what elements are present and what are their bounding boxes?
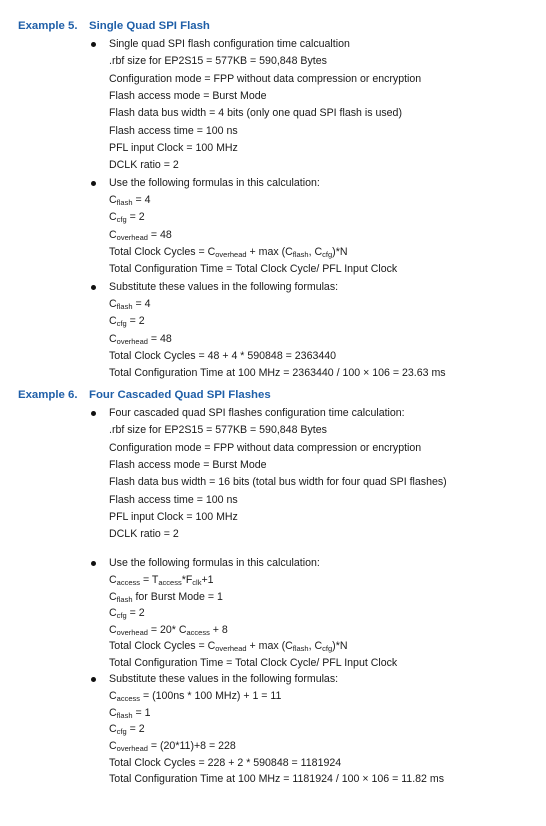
ex6-value-c-overhead: $C_{overhead} = (20*11)+8 = 228$ [109, 740, 236, 753]
bullet-icon [91, 285, 96, 290]
ex5-value-total-time: Total Configuration Time at 100 MHz = 2363440 / 100 × 106 = 23.63 ms [109, 367, 446, 379]
ex5-formula-c-flash: $C_{flash} = 4$ [109, 194, 151, 207]
ex6-access-mode: Flash access mode = Burst Mode [109, 459, 267, 471]
example-5-heading [18, 20, 210, 32]
ex5-dclk-ratio: DCLK ratio = 2 [109, 159, 179, 171]
ex5-formula-total-time: Total Configuration Time = Total Clock Cycle/ PFL Input Clock [109, 263, 398, 275]
ex5-access-time: Flash access time = 100 ns [109, 125, 238, 137]
ex6-value-c-flash: $C_{flash} = 1$ [109, 707, 151, 720]
ex6-intro: Four cascaded quad SPI flashes configuration time calculation: [109, 407, 405, 419]
ex6-value-total-cycles: Total Clock Cycles = 228 + 2 * 590848 = 1181924 [109, 757, 342, 769]
bullet-icon [91, 677, 96, 682]
ex5-pfl-clock: PFL input Clock = 100 MHz [109, 142, 238, 154]
ex6-formulas-intro: Use the following formulas in this calculation: [109, 557, 320, 569]
ex5-bus-width: Flash data bus width = 4 bits (only one quad SPI flash is used) [109, 107, 402, 119]
bullet-icon [91, 411, 96, 416]
bullet-icon [91, 181, 96, 186]
example-6-heading [18, 389, 271, 401]
ex6-formula-total-time: Total Configuration Time = Total Clock Cycle/ PFL Input Clock [109, 657, 398, 669]
ex6-bus-width: Flash data bus width = 16 bits (total bus width for four quad SPI flashes) [109, 476, 447, 488]
example-6-title: Four Cascaded Quad SPI Flashes [89, 389, 271, 401]
ex5-config-mode: Configuration mode = FPP without data compression or encryption [109, 73, 422, 85]
ex6-formula-c-access: $C_{access} = T_{access}*F_{clk}+1$ [109, 574, 214, 587]
ex6-formula-total-cycles: Total Clock Cycles = $C_{overhead} + \max (C_{flash}$, $C_{cfg})*N$ [109, 640, 348, 653]
example-5-number: Example 5. [18, 20, 78, 32]
ex5-substitute-intro: Substitute these values in the following formulas: [109, 281, 339, 293]
ex5-value-c-flash: $C_{flash} = 4$ [109, 298, 151, 311]
ex5-formula-c-overhead: $C_{overhead} = 48$ [109, 229, 172, 242]
ex5-access-mode: Flash access mode = Burst Mode [109, 90, 267, 102]
ex6-formula-c-cfg: $C_{cfg} = 2$ [109, 607, 145, 620]
ex6-pfl-clock: PFL input Clock = 100 MHz [109, 511, 238, 523]
ex5-formula-c-cfg: $C_{cfg} = 2$ [109, 211, 145, 224]
ex6-dclk-ratio: DCLK ratio = 2 [109, 528, 179, 540]
ex6-formula-c-flash: $C_{flash}$ for Burst Mode = 1 [109, 591, 223, 604]
ex6-config-mode: Configuration mode = FPP without data compression or encryption [109, 442, 422, 454]
example-6-number: Example 6. [18, 389, 78, 401]
ex6-value-c-access: $C_{access} = (100ns * 100$ MHz) + 1 = 11 [109, 690, 282, 703]
ex5-rbf-size: .rbf size for EP2S15 = 577KB = 590,848 Bytes [109, 55, 327, 67]
ex6-rbf-size: .rbf size for EP2S15 = 577KB = 590,848 Bytes [109, 424, 327, 436]
ex6-substitute-intro: Substitute these values in the following formulas: [109, 673, 339, 685]
ex5-value-total-cycles: Total Clock Cycles = 48 + 4 * 590848 = 2363440 [109, 350, 337, 362]
ex5-intro: Single quad SPI flash configuration time calcualtion [109, 38, 350, 50]
ex5-formulas-intro: Use the following formulas in this calculation: [109, 177, 320, 189]
ex6-value-c-cfg: $C_{cfg} = 2$ [109, 723, 145, 736]
bullet-icon [91, 561, 96, 566]
ex5-formula-total-cycles: Total Clock Cycles = $C_{overhead} + \max (C_{flash}$, $C_{cfg})*N$ [109, 246, 348, 259]
example-5-title: Single Quad SPI Flash [89, 20, 210, 32]
ex5-value-c-overhead: $C_{overhead} = 48$ [109, 333, 172, 346]
ex5-value-c-cfg: $C_{cfg} = 2$ [109, 315, 145, 328]
bullet-icon [91, 42, 96, 47]
ex6-access-time: Flash access time = 100 ns [109, 494, 238, 506]
ex6-value-total-time: Total Configuration Time at 100 MHz = 1181924 / 100 × 106 = 11.82 ms [109, 773, 444, 785]
ex6-formula-c-overhead: $C_{overhead} = 20*$ $C_{access} + 8$ [109, 624, 228, 637]
